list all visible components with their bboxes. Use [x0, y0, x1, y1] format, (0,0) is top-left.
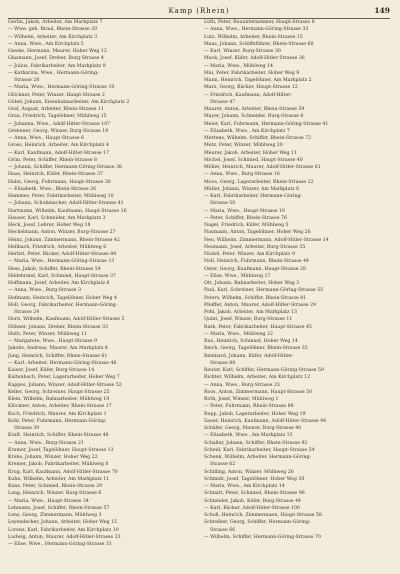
directory-entry: — Karl, Kaufmann, Adolf-Hitler-Strasse 17 [8, 150, 110, 156]
directory-entry: Herbst, Peter, Bäcker, Adolf-Hitler-Strasse 84 [8, 252, 117, 257]
directory-entry: Schmitt, Peter, Schmied, Rhein-Strasse 96 [204, 491, 305, 497]
directory-entry: Schreiber, Georg, Schiffer, Hermann-Göring- [204, 520, 311, 526]
directory-entry: Sauer, Heinrich, Kaufmann, Adolf-Hitler-Strasse 94 [204, 418, 327, 424]
directory-entry: Lehmann, Josef, Schiffer, Rhein-Strasse 57 [8, 505, 110, 511]
directory-entry: — Johann, Schiffer, Hermann-Göring-Strasse 38 [8, 165, 122, 170]
directory-entry: Kunz, Peter, Schmied, Rhein-Strasse 29 [8, 484, 103, 489]
directory-entry: Kramer, Josef, Tagelöhner, Haupt-Strasse 13 [8, 447, 114, 453]
directory-entry: Göbel, Johann, Eisenbahnarbeiter, Am Kirchplatz 2 [8, 99, 130, 105]
directory-entry: — Karl, Winzer, Burg-Strasse 30 [204, 49, 281, 54]
directory-entry: Krebs, Johann, Winzer, Hoher Weg 22 [8, 455, 98, 460]
directory-entry: Oster, Georg, Kaufmann, Haupt-Strasse 28 [204, 266, 307, 272]
directory-entry: — Karl, Fabrikarbeiter, Hermann-Göring- [204, 194, 303, 199]
directory-entry: — Anna, Wwe., Haupt-Strasse 6 [8, 136, 85, 141]
directory-entry: — Anna, Wwe., Am Kirchplatz 5 [8, 41, 84, 47]
directory-entry: — Anna, Wwe., Burg-Strasse 21 [8, 440, 84, 446]
directory-entry: — Peter, Schiffer, Rhein-Strasse 76 [204, 215, 288, 221]
directory-entry: Hauser, Karl, Schneider, Am Markplatz 3 [8, 215, 106, 221]
directory-entry: Glasmann, Josef, Dreher, Burg-Strasse 4 [8, 56, 104, 62]
directory-entry: Klöckner, Anton, Arbeiter, Rhein-Strasse 17 [8, 404, 112, 410]
running-title: Kamp (Rhein) [168, 7, 230, 15]
directory-entry: Grau, Friedrich, Tagelöhner, Mühlweg 15 [8, 114, 107, 120]
directory-entry: — Friedrich, Kaufmann, Adolf-Hitler- [204, 92, 293, 98]
left-column [8, 19, 194, 548]
columns [8, 19, 390, 569]
directory-entry: Strasse 50 [210, 201, 236, 207]
directory-entry: Kaltenbach, Peter, Lagerarbeiter, Hoher Weg 7 [8, 375, 120, 381]
directory-entry: — Maria, Wwe., Hermann-Göring-Strasse 13 [8, 259, 115, 265]
directory-entry: Haas, Heinrich, Küfer, Rhein-Strasse 37 [8, 172, 104, 178]
directory-entry: Mann, Heinrich, Tagelöhner, Am Markplatz 2 [204, 78, 312, 83]
directory-entry: Strasse 66 [210, 527, 236, 533]
directory-entry: Schneider, Jakob, Küfer, Burg-Strasse 44 [204, 498, 302, 504]
directory-entry: Lüth, Peter, Bauunternehmer, Haupt-Strasse 8 [204, 20, 315, 25]
directory-entry: Strasse 39 [14, 426, 40, 431]
directory-entry: Meier, Karl, Fuhrmann, Hermann-Göring-Strasse 41 [204, 121, 329, 127]
directory-entry: Gieske, Hermann, Maurer, Hoher Weg 12 [8, 49, 107, 54]
directory-entry: Horn, Wilhelm, Kaufmann, Adolf-Hitler-Strasse 5 [8, 317, 125, 323]
directory-entry: Mayer, Johann, Schneider, Burg-Strasse 8 [204, 114, 304, 120]
directory-entry: Reinhard, Johann, Küfer, Adolf-Hitler- [204, 353, 294, 359]
directory-entry: Richter, Wilhelm, Arbeiter, Am Kirchplatz 12 [204, 375, 311, 381]
directory-entry: Hellbach, Friedrich, Arbeiter, Mühlweg 6 [8, 244, 107, 250]
directory-entry: — Johanna, Wwe., Adolf-Hitler-Strasse 107 [8, 121, 111, 127]
directory-entry: Hammes, Peter, Fabrikarbeiter, Mühlweg 10 [8, 194, 114, 199]
directory-entry: Leyendecker, Johann, Arbeiter, Hoher Weg 15 [8, 520, 117, 526]
directory-entry: Schmidt, Josef, Tagelöhner, Hoher Weg 30 [204, 476, 305, 482]
directory-entry: — Julius, Fabrikarbeiter, Am Markplatz 9 [8, 63, 106, 69]
directory-entry: Ludwig, Anton, Maurer, Adolf-Hitler-Strasse 23 [8, 534, 121, 540]
directory-entry: Krug, Karl, Kaufmann, Adolf-Hitler-Strasse 70 [8, 469, 118, 475]
directory-entry: Jakobs, Andreas, Maurer, Am Markplatz 8 [8, 346, 108, 352]
directory-entry: — Peter, Fuhrmann, Rhein-Strasse 88 [204, 404, 294, 410]
directory-entry: Mertens, Wilhelm, Schiffer, Rhein-Strasse 72 [204, 136, 312, 141]
directory-entry: Kaiser, Josef, Küfer, Burg-Strasse 14 [8, 368, 95, 373]
directory-entry: Heinz, Johann, Zimmermann, Rhein-Strasse 42 [8, 237, 120, 243]
directory-entry: Roth, Josef, Winzer, Mühlweg 1 [204, 397, 279, 402]
directory-entry: Reuter, Karl, Schiffer, Hermann-Göring-Strasse 59 [204, 368, 324, 373]
directory-entry: Strasse 28 [14, 78, 40, 83]
directory-entry: Strasse 62 [210, 462, 236, 468]
directory-entry: — Elise, Wwe., Hermann-Göring-Strasse 31 [8, 542, 112, 547]
directory-entry: — Maria, Wwe., Hermann-Göring-Strasse 10 [8, 85, 115, 91]
directory-entry: Kappes, Johann, Winzer, Adolf-Hitler-Strasse 52 [8, 382, 122, 388]
directory-entry: Pfeiffer, Anton, Maurer, Adolf-Hitler-Strasse 29 [204, 302, 317, 308]
directory-entry: Maurer, Anton, Arbeiter, Rhein-Strasse 39 [204, 107, 305, 112]
directory-entry: Kohl, Peter, Fuhrmann, Hermann-Göring- [8, 418, 107, 424]
directory-entry: — Maria, Wwe., Haupt-Strasse 19 [204, 208, 285, 214]
directory-entry: Huth, Peter, Winzer, Mühlweg 11 [8, 331, 87, 337]
directory-entry: Michel, Josef, Schmied, Haupt-Strasse 40 [204, 157, 303, 163]
directory-entry: Nagel, Friedrich, Küfer, Mühlweg 5 [204, 223, 289, 228]
directory-entry: — Maria, Wwe., Haupt-Strasse 34 [8, 498, 89, 504]
directory-entry: Mai, Peter, Fabrikarbeiter, Hoher Weg 9 [204, 70, 300, 76]
directory-entry: Hahn, Georg, Fuhrmann, Haupt-Strasse 30 [8, 179, 111, 185]
directory-entry: Heckelmann, Anton, Winzer, Burg-Strasse 27 [8, 230, 116, 236]
directory-entry: Grebener, Georg, Winzer, Burg-Strasse 19 [8, 128, 109, 134]
directory-entry: Mack, Josef, Küfer, Adolf-Hitler-Strasse 36 [204, 56, 305, 62]
directory-entry: Müller, Johann, Winzer, Am Markplatz 6 [204, 186, 300, 192]
directory-entry: Rau, Heinrich, Schmied, Hoher Weg 14 [204, 339, 298, 344]
directory-entry: — Maria, Wwe., Am Kirchplatz 14 [204, 484, 285, 489]
directory-entry: Kraft, Heinrich, Schiffer, Rhein-Strasse 48 [8, 433, 109, 439]
directory-entry: Heck, Josef, Lehrer, Hoher Weg 18 [8, 223, 91, 228]
directory-entry: — Wilhelm, Schiffer, Hermann-Göring-Strasse 70 [204, 534, 321, 540]
directory-entry: — Elisabeth, Wwe., Rhein-Strasse 26 [8, 186, 97, 192]
directory-entry: Strasse 88 [210, 360, 236, 366]
directory-entry: Hofmann, Heinrich, Tagelöhner, Hoher Weg 4 [8, 295, 117, 301]
directory-entry: — Elisabeth, Wwe., Am Kirchplatz 7 [204, 128, 290, 134]
page-number: 149 [374, 6, 390, 15]
directory-entry: Rath, Peter, Fabrikarbeiter, Haupt-Strasse 45 [204, 324, 312, 330]
directory-entry: Peters, Wilhelm, Schiffer, Rhein-Strasse 81 [204, 295, 307, 301]
directory-entry: Grün, Peter, Schiffer, Rhein-Strasse 8 [8, 157, 97, 163]
directory-entry: Scholl, Heinrich, Zimmermann, Haupt-Strasse 58 [204, 513, 322, 518]
directory-entry: Keller, Georg, Schreiner, Haupt-Strasse 25 [8, 389, 110, 395]
directory-entry: Reich, Georg, Tagelöhner, Rhein-Strasse 35 [204, 346, 308, 352]
directory-entry: Neu, Wilhelm, Zimmermann, Adolf-Hitler-Strasse 14 [204, 237, 329, 243]
directory-entry: Kuhn, Wilhelm, Arbeiter, Am Markplatz 11 [8, 476, 110, 482]
directory-entry: Naumann, Anton, Tagelöhner, Hoher Weg 26 [204, 230, 311, 236]
directory-entry: Lorenz, Karl, Fabrikarbeiter, Am Kirchplatz 10 [8, 527, 119, 533]
directory-entry: Lutz, Wilhelm, Arbeiter, Rhein-Strasse 15 [204, 34, 303, 40]
directory-entry: Hoffmann, Josef, Arbeiter, Am Kirchplatz 6 [8, 281, 110, 286]
directory-entry: — Anna, Wwe., Burg-Strasse 23 [204, 382, 280, 388]
directory-entry: Marx, Georg, Bäcker, Haupt-Strasse 12 [204, 85, 298, 91]
directory-entry: — Anna, Wwe., Hermann-Göring-Strasse 33 [204, 27, 309, 33]
directory-entry: Roos, Anton, Zimmermann, Haupt-Strasse 50 [204, 389, 313, 395]
directory-entry: Quint, Josef, Winzer, Burg-Strasse 11 [204, 317, 293, 323]
directory-entry: Hübner, Johann, Dreher, Rhein-Strasse 33 [8, 324, 109, 330]
directory-entry: Klein, Wilhelm, Bahnarbeiter, Mühlweg 19 [8, 397, 110, 402]
directory-entry: Glöckner, Peter, Winzer, Haupt-Strasse 2 [8, 92, 105, 98]
directory-entry: — Wilhelm, Arbeiter, Am Kirchplatz 3 [8, 34, 98, 40]
directory-entry: Strasse 47 [210, 99, 236, 105]
directory-entry: Gerlin, Jakob, Arbeiter, Am Markplatz 7 [8, 20, 103, 25]
directory-entry: Jung, Heinrich, Schiffer, Rhein-Strasse 61 [8, 353, 108, 359]
directory-entry: Metz, Peter, Winzer, Mühlweg 20 [204, 143, 283, 149]
directory-entry: — Katharina, Wwe., Hermann-Göring- [8, 70, 99, 76]
directory-entry: — Karl, Arbeiter, Hermann-Göring-Strasse 46 [8, 360, 117, 366]
directory-entry: Hess, Jakob, Schiffer, Rhein-Strasse 54 [8, 266, 101, 272]
directory-entry: Koch, Friedrich, Maurer, Am Kirchplatz 1 [8, 411, 107, 417]
directory-entry: Möller, Heinrich, Maurer, Adolf-Hitler-Strasse 61 [204, 165, 321, 170]
directory-entry: Neumann, Josef, Arbeiter, Burg-Strasse 35 [204, 244, 306, 250]
directory-entry: Nickel, Peter, Winzer, Am Kirchplatz 9 [204, 252, 295, 257]
directory-entry: — Anna, Wwe., Burg-Strasse 3 [8, 288, 81, 294]
directory-entry: Ott, Johann, Bahnarbeiter, Hoher Weg 3 [204, 281, 300, 286]
directory-entry: — Margarete, Wwe., Haupt-Strasse 9 [8, 339, 98, 344]
directory-entry: Lenz, Georg, Zimmermann, Mühlweg 3 [8, 513, 102, 518]
directory-entry: Noll, Heinrich, Fuhrmann, Rhein-Strasse 44 [204, 259, 310, 265]
directory-entry: Schilling, Anton, Winzer, Mühlweg 26 [204, 469, 294, 475]
directory-entry: Holl, Georg, Fabrikarbeiter, Hermann-Göring- [8, 302, 118, 308]
right-column [204, 19, 390, 541]
directory-entry: — Anna, Wwe., Burg-Strasse 16 [204, 172, 280, 178]
directory-entry: Paul, Karl, Schreiner, Hermann-Göring-Strasse 55 [204, 288, 324, 294]
directory-entry: Moos, Georg, Lagerarbeiter, Rhein-Strasse 22 [204, 179, 314, 185]
directory-entry: Pohl, Jakob, Arbeiter, Am Markplatz 13 [204, 310, 297, 315]
directory-entry: Meurer, Jakob, Arbeiter, Hoher Weg 11 [204, 150, 297, 156]
directory-entry: Schenk, Wilhelm, Arbeiter, Hermann-Göring- [204, 455, 312, 460]
directory-entry: — Johann, Schuhmacher, Adolf-Hitler-Strasse 41 [8, 201, 124, 207]
directory-entry: — Maria, Wwe., Mühlweg 14 [204, 63, 273, 69]
directory-entry: Hartmann, Wilhelm, Kaufmann, Haupt-Strasse 16 [8, 208, 127, 214]
page-header [8, 6, 390, 19]
directory-entry: — Elisabeth, Wwe., Am Markplatz 15 [204, 433, 293, 439]
directory-entry: Scheid, Karl, Fabrikarbeiter, Haupt-Strasse 54 [204, 447, 315, 453]
directory-entry: Strasse 24 [14, 310, 40, 315]
directory-entry: Schaller, Johann, Schiffer, Rhein-Strasse 92 [204, 440, 308, 446]
directory-entry: Maas, Johann, Schiffsführer, Rhein-Strasse 68 [204, 41, 314, 47]
directory-entry: — Elise, Wwe., Mühlweg 17 [204, 273, 271, 279]
directory-entry: Graf, August, Arbeiter, Rhein-Strasse 11 [8, 107, 104, 112]
directory-entry: — Maria, Wwe., Mühlweg 22 [204, 331, 273, 337]
directory-entry: Hildebrand, Karl, Schmied, Haupt-Strasse 37 [8, 273, 117, 279]
directory-entry: — Karl, Bäcker, Adolf-Hitler-Strasse 100 [204, 505, 300, 511]
directory-entry: Lang, Heinrich, Winzer, Burg-Strasse 6 [8, 491, 102, 497]
directory-entry: Rupp, Jakob, Lagerarbeiter, Hoher Weg 19 [204, 411, 306, 417]
directory-entry: — Wwe. geb. Braul, Rhein-Strasse 20 [8, 27, 98, 33]
directory-entry: Schäfer, Georg, Maurer, Burg-Strasse 40 [204, 426, 302, 431]
directory-entry: Gross, Heinrich, Arbeiter, Am Kirchplatz 4 [8, 143, 109, 149]
directory-entry: Kremer, Jakob, Fabrikarbeiter, Mühlweg 8 [8, 462, 109, 468]
